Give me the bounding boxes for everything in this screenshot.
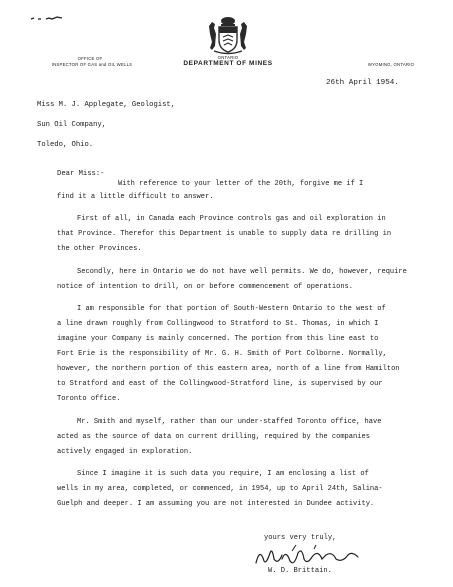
body-line: to Stratford and east of the Collingwood-Stratford line, is supervised by our [57, 380, 383, 388]
body-line: however, the northern portion of this eastern area, north of a line from Hamilton [57, 365, 400, 373]
department-title: DEPARTMENT OF MINES [183, 60, 273, 67]
body-line: Toronto office. [57, 395, 121, 403]
body-line: that Province. Therefor this Department is unable to supply data re drilling in [57, 230, 392, 238]
body-line: Fort Erie is the responsibility of Mr. G. H. Smith of Port Colborne. Normally, [57, 350, 387, 358]
body-line: find it a little difficult to answer. [57, 193, 214, 201]
closing: yours very truly, [264, 534, 337, 542]
inspector-label: INSPECTOR OF GAS and OIL WELLS [51, 62, 133, 67]
recipient-company: Sun Oil Company, [37, 121, 107, 129]
province-label: ONTARIO [217, 55, 239, 60]
body-line: acted as the source of data on current drilling, required by the companies [57, 433, 370, 441]
body-line: the other Provinces. [57, 245, 142, 253]
salutation: Dear Miss:- [57, 170, 105, 178]
body-line: Mr. Smith and myself, rather than our under-staffed Toronto office, have [77, 418, 382, 426]
body-line: First of all, in Canada each Province controls gas and oil exploration in [77, 215, 386, 223]
recipient-name: Miss M. J. Applegate, Geologist, [37, 101, 176, 109]
location-label: WYOMING, ONTARIO [367, 62, 415, 67]
ink-mark [30, 14, 64, 22]
body-line: actively engaged in exploration. [57, 448, 193, 456]
body-line: I am responsible for that portion of South-Western Ontario to the west of [77, 305, 386, 313]
body-line: Guelph and deeper. I am assuming you are not interested in Dundee activity. [57, 500, 375, 508]
body-line: a line drawn roughly from Collingwood to Stratford to St. Thomas, in which I [57, 320, 379, 328]
signer-name: W. D. Brittain. [268, 567, 332, 575]
body-line: imagine your Company is mainly concerned. The portion from this line east to [57, 335, 379, 343]
office-of-label: OFFICE OF [77, 56, 103, 61]
body-line: notice of intention to drill, on or before commencement of operations. [57, 283, 354, 291]
letter-date: 26th April 1954. [326, 79, 399, 87]
body-line: With reference to your letter of the 20th, forgive me if I [118, 180, 364, 188]
handwritten-signature [252, 543, 364, 569]
body-line: Since I imagine it is such data you require, I am enclosing a list of [77, 470, 369, 478]
body-line: wells in my area, completed, or commenced, in 1954, up to April 24th, Salina- [57, 485, 383, 493]
recipient-city: Toledo, Ohio. [37, 141, 94, 149]
body-line: Secondly, here in Ontario we do not have well permits. We do, however, require [77, 268, 407, 276]
coat-of-arms-icon [206, 12, 250, 56]
